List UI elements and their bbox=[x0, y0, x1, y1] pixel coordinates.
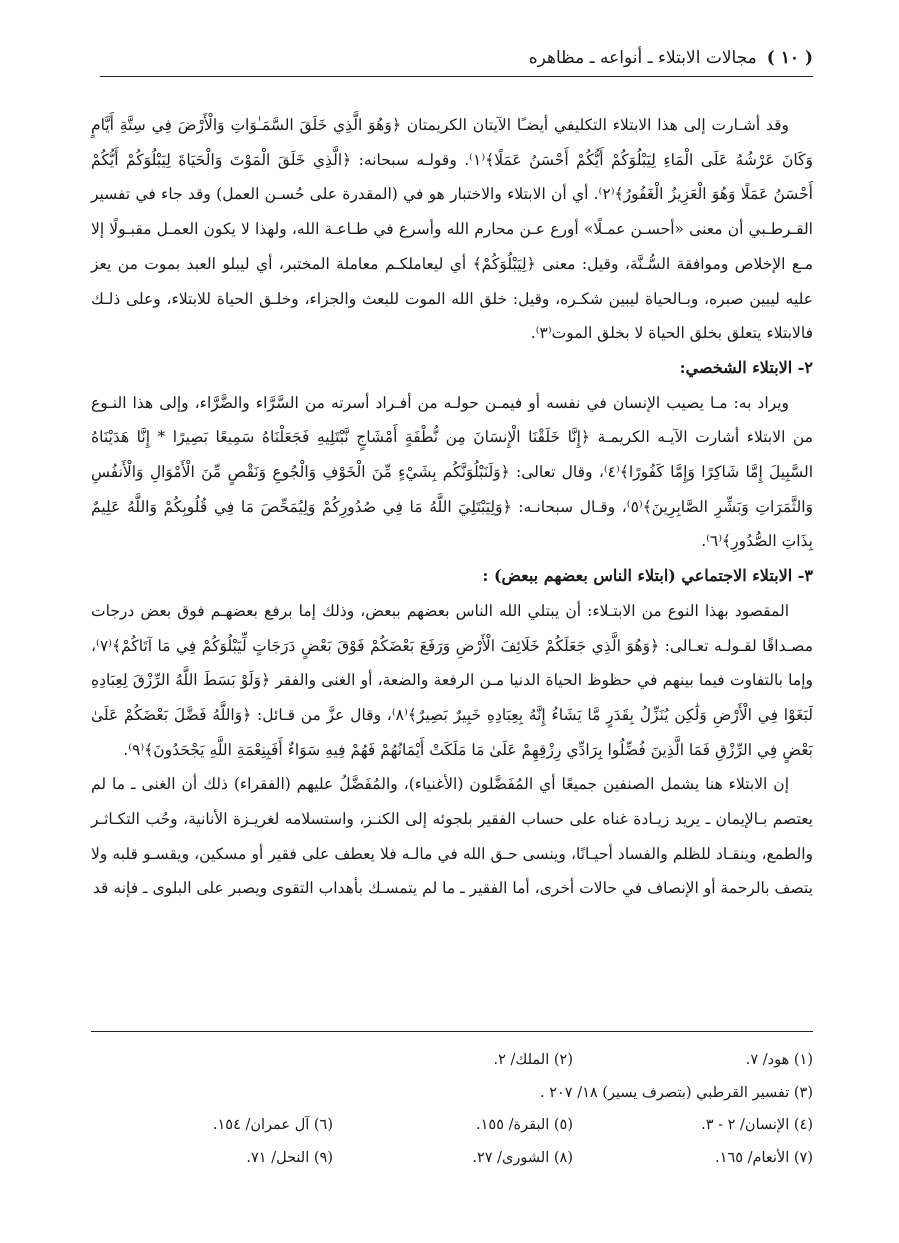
footnote-divider bbox=[91, 1031, 813, 1032]
footnote-row bbox=[91, 1044, 813, 1077]
chapter-title: مجالات الابتلاء ـ أنواعه ـ مظاهره bbox=[528, 48, 757, 68]
section-heading-personal: ٢- الابتلاء الشخصي: bbox=[679, 357, 813, 377]
paragraph-intro: وقد أشـارت إلى هذا الابتلاء التكليفي أيضـًا الآيتان الكريمتان ﴿وَهُوَ الَّذِي خَلَقَ السَّمَـٰوَاتِ وَالْأَرْضَ فِي سِتَّةِ أَيَّامٍ وَكَانَ عَرْشُهُ عَلَى الْمَاءِ لِيَبْلُوَكُمْ أَيُّكُمْ أَحْسَنُ عَمَلًا﴾⁽١⁾. وقولـه سبحانه: ﴿الَّذِي خَلَقَ الْمَوْتَ وَالْحَيَاةَ لِيَبْلُوَكُمْ أَيُّكُمْ أَحْسَنُ عَمَلًا وَهُوَ الْعَزِيزُ الْغَفُورُ﴾⁽٢⁾. أي أن الابتلاء والاختبار هو في (المقدرة على حُسـن العمل) وقد جاء في تفسير القـرطـبي أن معنى «أحسـن عمـلًا» أورع عـن محارم الله وأسرع في طـاعـة الله، ولهذا لا يكون العمـل مقبـولًا إلا مـع الإخلاص وموافقة السُّـنَّة، وقيل: معنى ﴿لِيَبْلُوَكُمْ﴾ أي ليعاملكـم معاملة المختبر، أي ليبلو العبد بموت من يعز عليه ليبين صبره، وبـالحياة ليبين شكـره، وقيل: خلق الله الموت للبعث والجزاء، وخلـق الحياة للابتلاء، وعلى ذلـك فالابتلاء يتعلق بخلق الحياة لا بخلق الموت⁽٣⁾. bbox=[91, 116, 814, 343]
footnote-1: (١) هود/ ٧. bbox=[745, 1052, 813, 1068]
paragraph-social: المقصود بهذا النوع من الابتـلاء: أن يبتلي الله الناس بعضهم ببعض، وذلك إما برفع بعضهـم فوق بعض درجات مصـداقًا لقـولـه تعـالى: ﴿وَهُوَ الَّذِي جَعَلَكُمْ خَلَائِفَ الْأَرْضِ وَرَفَعَ بَعْضَكُمْ فَوْقَ بَعْضٍ دَرَجَاتٍ لِّيَبْلُوَكُمْ فِي مَا آتَاكُمْ﴾⁽٧⁾، وإما بالتفاوت فيما بينهم في حظوظ الحياة الدنيا مـن الرفعة والضعة، أو الغنى والفقر ﴿وَلَوْ بَسَطَ اللَّهُ الرِّزْقَ لِعِبَادِهِ لَبَغَوْا فِي الْأَرْضِ وَلَٰكِن يُنَزِّلُ بِقَدَرٍ مَّا يَشَاءُ إِنَّهُ بِعِبَادِهِ خَبِيرٌ بَصِيرٌ﴾⁽٨⁾، وقال عزَّ من قـائل: ﴿وَاللَّهُ فَضَّلَ بَعْضَكُمْ عَلَىٰ بَعْضٍ فِي الرِّزْقِ فَمَا الَّذِينَ فُضِّلُوا بِرَادِّي رِزْقِهِمْ عَلَىٰ مَا مَلَكَتْ أَيْمَانُهُمْ فَهُمْ فِيهِ سَوَاءٌ أَفَبِنِعْمَةِ اللَّهِ يَجْحَدُونَ﴾⁽٩⁾. bbox=[91, 601, 813, 759]
paragraph-wealth: إن الابتلاء هنا يشمل الصنفين جميعًا أي المُفَضَّلون (الأغنياء)، والمُفَضَّلُ عليهم (الفقراء) ذلك أن الغنى ـ ما لم يعتصم بـالإيمان ـ يريد زيـادة غناه على حساب الفقير بلجوئه إلى الكنـز، واستسلامه لغريـزة الأنانية، وحُب التكـاثـر والطمع، وينقـاد للظلم والفساد أحيـانًا، وينسى حـق الله في مالـه فلا يعطف على فقير أو مسكين، ويقسـو قلبه ولا يتصف بالرحمة أو الإنصاف في حالات أخرى، أما الفقير ـ ما لم يتمسـك بأهداب التقوى ويصبر على البلوى ـ فإنه قد bbox=[91, 775, 813, 898]
footnote-2: (٢) الملك/ ٢. bbox=[493, 1052, 573, 1068]
footnote-9: (٩) النحل/ ٧١. bbox=[246, 1149, 333, 1166]
section-heading-social: ٣- الابتلاء الاجتماعي (ابتلاء الناس بعضهم ببعض) : bbox=[482, 566, 813, 586]
footnote-6: (٦) آل عمران/ ١٥٤. bbox=[212, 1117, 333, 1133]
footnote-4: (٤) الإنسان/ ٢ - ٣. bbox=[701, 1117, 813, 1133]
footnote-row bbox=[91, 1142, 813, 1175]
running-header bbox=[100, 40, 813, 77]
footnote-row bbox=[91, 1109, 813, 1142]
footnote-row bbox=[91, 1077, 813, 1110]
footnote-5: (٥) البقرة/ ١٥٥. bbox=[476, 1117, 573, 1133]
main-text bbox=[91, 108, 813, 906]
footnote-7: (٧) الأنعام/ ١٦٥. bbox=[715, 1149, 813, 1166]
footnote-8: (٨) الشورى/ ٢٧. bbox=[472, 1149, 573, 1166]
page-number: ( ١٠ ) bbox=[766, 48, 813, 68]
paragraph-personal: ويراد به: مـا يصيب الإنسان في نفسه أو فيمـن حولـه من أفـراد أسرته من السَّرَّاء والضَّرَّاء، وإلى هذا النـوع من الابتلاء أشارت الآيـه الكريمـة ﴿إِنَّا خَلَقْنَا الْإِنسَانَ مِن نُّطْفَةٍ أَمْشَاجٍ نَّبْتَلِيهِ فَجَعَلْنَاهُ سَمِيعًا بَصِيرًا * إِنَّا هَدَيْنَاهُ السَّبِيلَ إِمَّا شَاكِرًا وَإِمَّا كَفُورًا﴾⁽٤⁾، وقال تعالى: ﴿وَلَنَبْلُوَنَّكُم بِشَيْءٍ مِّنَ الْخَوْفِ وَالْجُوعِ وَنَقْصٍ مِّنَ الْأَمْوَالِ وَالْأَنفُسِ وَالثَّمَرَاتِ وَبَشِّرِ الصَّابِرِينَ﴾⁽٥⁾، وقـال سبحانـه: ﴿وَلِيَبْتَلِيَ اللَّهُ مَا فِي صُدُورِكُمْ وَلِيُمَحِّصَ مَا فِي قُلُوبِكُمْ وَاللَّهُ عَلِيمٌ بِذَاتِ الصُّدُورِ﴾⁽٦⁾. bbox=[91, 393, 814, 551]
footnote-3: (٣) تفسير القرطبي (بتصرف يسير) ١٨/ ٢٠٧ . bbox=[540, 1084, 813, 1101]
footnotes bbox=[91, 1044, 813, 1174]
